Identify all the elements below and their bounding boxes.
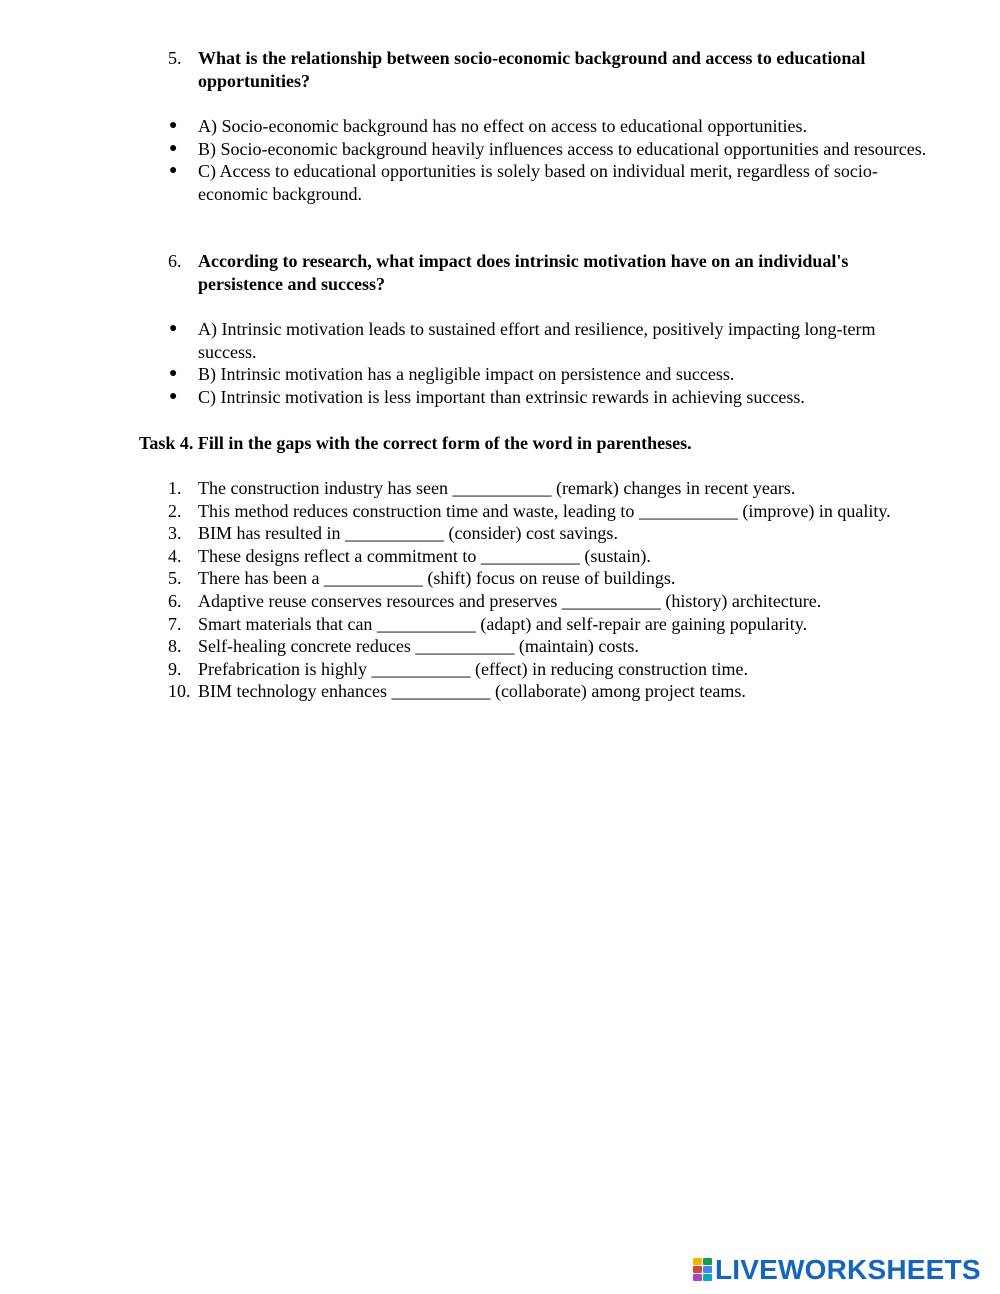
item-number: 4.: [168, 545, 182, 566]
question-text: According to research, what impact does intrinsic motivation have on an individual's persistence and success?: [198, 251, 849, 294]
bullet-icon: ●: [169, 321, 178, 336]
item-text: BIM has resulted in ___________ (consider) cost savings.: [198, 523, 618, 544]
bullet-icon: ●: [169, 366, 178, 382]
item-number: 3.: [168, 523, 182, 544]
item-text: BIM technology enhances ___________ (collaborate) among project teams.: [198, 681, 746, 702]
item-text: Adaptive reuse conserves resources and preserves ___________ (history) architecture.: [198, 590, 822, 611]
item-number: 9.: [168, 658, 182, 679]
item-number: 2.: [168, 500, 182, 521]
option-text: A) Socio-economic background has no effect on access to educational opportunities.: [198, 116, 807, 136]
list-item: [0, 522, 1000, 545]
item-number: 6.: [168, 590, 182, 611]
list-item: [0, 500, 1000, 523]
option-text: C) Access to educational opportunities is solely based on individual merit, regardless of socio-economic background.: [198, 161, 878, 204]
bullet-icon: ●: [169, 140, 178, 156]
liveworksheets-logo-icon: [693, 1258, 712, 1282]
list-item: [0, 590, 1000, 613]
liveworksheets-logo[interactable]: [693, 1256, 981, 1284]
bullet-icon: ●: [169, 118, 178, 133]
question-5: [0, 47, 1000, 92]
question-text: What is the relationship between socio-economic background and access to educational opportunities?: [198, 48, 866, 91]
option-text: C) Intrinsic motivation is less important than extrinsic rewards in achieving success.: [198, 386, 805, 407]
list-item: [0, 613, 1000, 636]
item-number: 1.: [168, 478, 182, 498]
item-text: Self-healing concrete reduces ___________ (maintain) costs.: [198, 636, 639, 657]
item-number: 10.: [168, 681, 191, 702]
item-number: 7.: [168, 613, 182, 634]
option-text: B) Intrinsic motivation has a negligible impact on persistence and success.: [198, 364, 735, 385]
item-text: The construction industry has seen ___________ (remark) changes in recent years.: [198, 478, 796, 498]
list-item: [0, 635, 1000, 658]
option-text: B) Socio-economic background heavily influences access to educational opportunities and resources.: [198, 138, 927, 159]
list-item: [0, 680, 1000, 703]
question-number: 6.: [168, 251, 182, 271]
logo-text: LIVEWORKSHEETS: [715, 1254, 981, 1285]
item-text: Smart materials that can ___________ (adapt) and self-repair are gaining popularity.: [198, 613, 808, 634]
list-item: [0, 567, 1000, 590]
question-6-options: [0, 318, 1000, 408]
item-number: 5.: [168, 568, 182, 589]
list-item: [0, 658, 1000, 681]
item-text: There has been a ___________ (shift) focus on reuse of buildings.: [198, 568, 676, 589]
item-number: 8.: [168, 636, 182, 657]
bullet-icon: ●: [169, 388, 178, 404]
item-text: Prefabrication is highly ___________ (effect) in reducing construction time.: [198, 658, 749, 679]
bullet-icon: ●: [169, 163, 178, 179]
question-6: [0, 250, 1000, 295]
list-item: [0, 545, 1000, 568]
task-4-title: Task 4. Fill in the gaps with the correct form of the word in parentheses.: [139, 433, 692, 453]
item-text: These designs reflect a commitment to ___________ (sustain).: [198, 545, 651, 566]
item-text: This method reduces construction time and waste, leading to ___________ (improve) in quality.: [198, 500, 891, 521]
task-4-list: [0, 477, 1000, 703]
question-5-options: [0, 115, 1000, 205]
option-text: A) Intrinsic motivation leads to sustained effort and resilience, positively impacting long-term success.: [198, 319, 876, 362]
list-item: [0, 477, 1000, 500]
question-number: 5.: [168, 48, 182, 68]
